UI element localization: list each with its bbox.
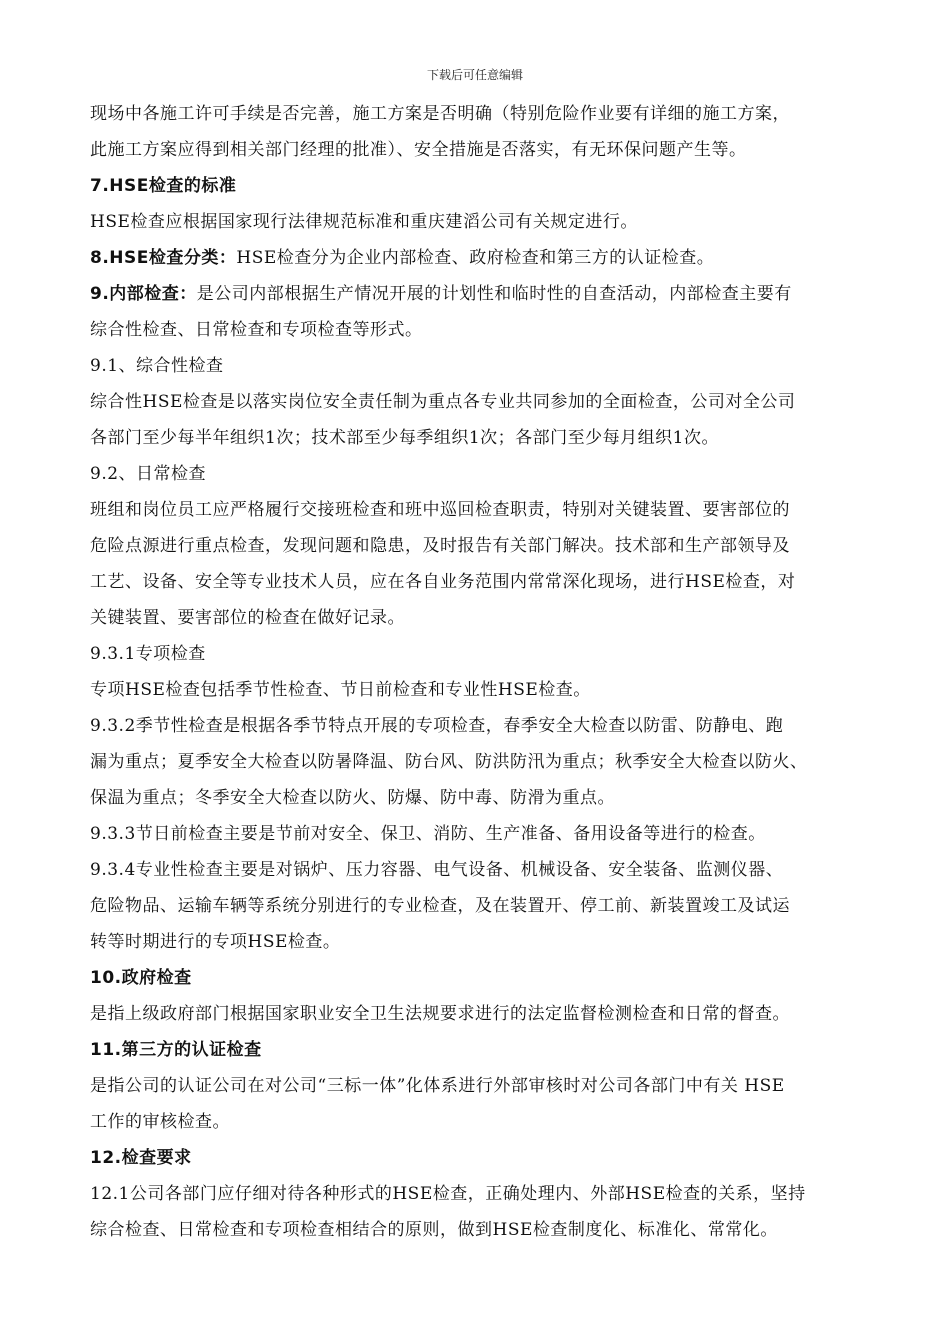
subsection-heading-9-2: 9.2、日常检查	[90, 464, 207, 484]
section-9-text: 是公司内部根据生产情况开展的计划性和临时性的自查活动，内部检查主要有	[196, 284, 792, 304]
paragraph-line: 工作的审核检查。	[90, 1112, 230, 1132]
paragraph-line: 是指公司的认证公司在对公司“三标一体”化体系进行外部审核时对公司各部门中有关 HSE	[90, 1076, 785, 1096]
subsection-heading-9-1: 9.1、综合性检查	[90, 356, 224, 376]
paragraph-line: 专项HSE检查包括季节性检查、节日前检查和专业性HSE检查。	[90, 680, 591, 700]
document-body	[90, 96, 870, 1248]
paragraph-line: 综合检查、日常检查和专项检查相结合的原则，做到HSE检查制度化、标准化、常常化。	[90, 1220, 778, 1240]
paragraph-line: 漏为重点；夏季安全大检查以防暑降温、防台风、防洪防汛为重点；秋季安全大检查以防火、	[90, 752, 808, 772]
section-heading-12: 12.检查要求	[90, 1148, 192, 1168]
section-heading-11: 11.第三方的认证检查	[90, 1040, 262, 1060]
paragraph-line: 转等时期进行的专项HSE检查。	[90, 932, 341, 952]
paragraph-line: 9.3.4专业性检查主要是对锅炉、压力容器、电气设备、机械设备、安全装备、监测仪器、	[90, 860, 784, 880]
section-heading-7: 7.HSE检查的标准	[90, 176, 237, 196]
section-8-text: HSE检查分为企业内部检查、政府检查和第三方的认证检查。	[236, 248, 715, 268]
paragraph-line: 9.3.3节日前检查主要是节前对安全、保卫、消防、生产准备、备用设备等进行的检查。	[90, 824, 766, 844]
paragraph-line: 工艺、设备、安全等专业技术人员，应在各自业务范围内常常深化现场，进行HSE检查，对	[90, 572, 796, 592]
paragraph-line: 关键装置、要害部位的检查在做好记录。	[90, 608, 405, 628]
paragraph-line: HSE检查应根据国家现行法律规范标准和重庆建滔公司有关规定进行。	[90, 212, 638, 232]
paragraph-line: 保温为重点；冬季安全大检查以防火、防爆、防中毒、防滑为重点。	[90, 788, 615, 808]
paragraph-line: 9.3.2季节性检查是根据各季节特点开展的专项检查，春季安全大检查以防雷、防静电、跑	[90, 716, 784, 736]
section-heading-8: 8.HSE检查分类：	[90, 248, 237, 268]
page-header: 下载后可任意编辑	[426, 68, 523, 82]
section-9-line	[90, 276, 870, 312]
section-heading-10: 10.政府检查	[90, 968, 192, 988]
section-heading-9: 9.内部检查：	[90, 284, 197, 304]
paragraph-line: 12.1公司各部门应仔细对待各种形式的HSE检查，正确处理内、外部HSE检查的关系，坚持	[90, 1184, 806, 1204]
paragraph-line: 此施工方案应得到相关部门经理的批准）、安全措施是否落实，有无环保问题产生等。	[90, 140, 747, 160]
paragraph-line: 是指上级政府部门根据国家职业安全卫生法规要求进行的法定监督检测检查和日常的督查。	[90, 1004, 790, 1024]
paragraph-line: 危险物品、运输车辆等系统分别进行的专业检查，及在装置开、停工前、新装置竣工及试运	[90, 896, 790, 916]
paragraph-line: 班组和岗位员工应严格履行交接班检查和班中巡回检查职责，特别对关键装置、要害部位的	[90, 500, 790, 520]
paragraph-line: 各部门至少每半年组织1次；技术部至少每季组织1次；各部门至少每月组织1次。	[90, 428, 719, 448]
paragraph-line: 现场中各施工许可手续是否完善，施工方案是否明确（特别危险作业要有详细的施工方案，	[90, 104, 790, 124]
paragraph-line: 综合性检查、日常检查和专项检查等形式。	[90, 320, 423, 340]
paragraph-line: 综合性HSE检查是以落实岗位安全责任制为重点各专业共同参加的全面检查，公司对全公司	[90, 392, 796, 412]
section-8-line	[90, 240, 870, 276]
subsection-heading-9-3-1: 9.3.1专项检查	[90, 644, 206, 664]
paragraph-line: 危险点源进行重点检查，发现问题和隐患，及时报告有关部门解决。技术部和生产部领导及	[90, 536, 790, 556]
